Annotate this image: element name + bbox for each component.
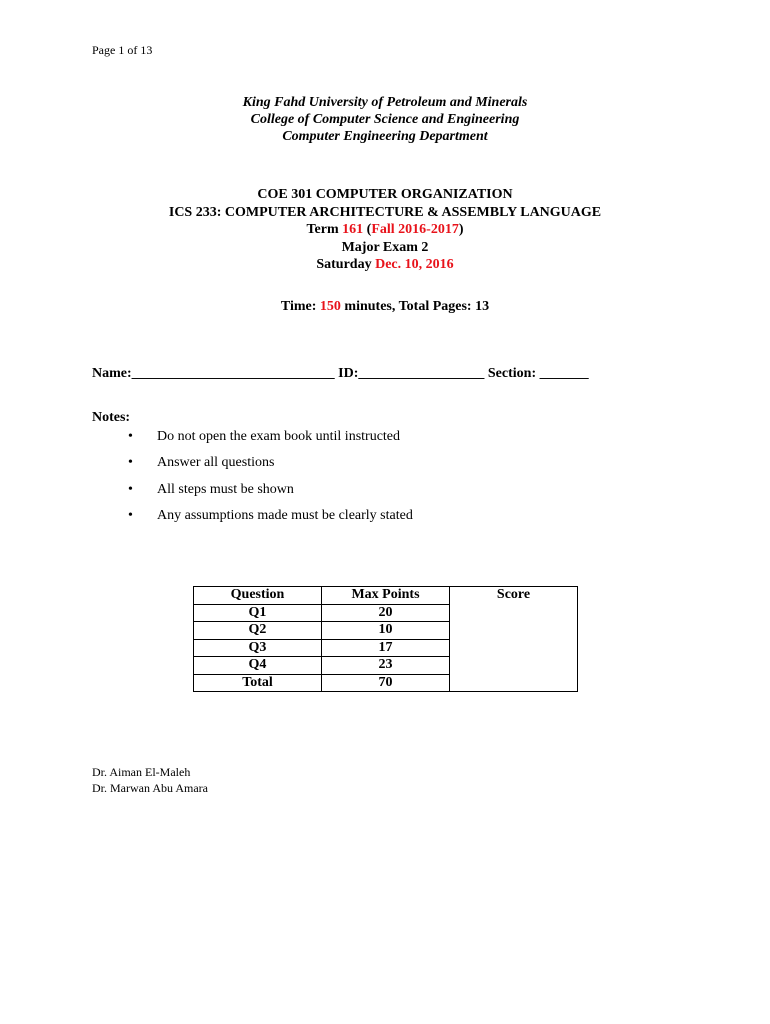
name-label: Name: — [92, 366, 132, 381]
bullet-icon: • — [128, 455, 133, 471]
notes-list — [128, 427, 413, 532]
bullet-icon: • — [128, 507, 133, 523]
time-prefix: Time: — [280, 299, 320, 314]
exam-date-line — [0, 256, 770, 274]
note-text: Any assumptions made must be clearly stated — [157, 507, 413, 523]
college-name: College of Computer Science and Engineering — [250, 112, 520, 127]
note-text: All steps must be shown — [157, 481, 294, 497]
name-field[interactable]: _____________________________ — [131, 366, 335, 381]
max-points-cell: 20 — [322, 604, 450, 622]
course-title-2: ICS 233: COMPUTER ARCHITECTURE & ASSEMBLY LANGUAGE — [168, 204, 602, 220]
time-minutes: 150 — [319, 299, 341, 314]
date-prefix: Saturday — [316, 257, 376, 272]
page-number: Page 1 of 13 — [92, 43, 153, 57]
term-line — [0, 221, 770, 239]
authors — [92, 764, 208, 796]
question-cell: Q1 — [194, 604, 322, 622]
term-close: ) — [458, 222, 464, 237]
id-field[interactable]: __________________ — [358, 366, 485, 381]
course-header — [0, 186, 770, 274]
header-max-points: Max Points — [322, 587, 450, 605]
question-cell: Q2 — [194, 622, 322, 640]
max-points-cell: 10 — [322, 622, 450, 640]
score-table — [193, 586, 578, 692]
exam-date: Dec. 10, 2016 — [375, 257, 454, 272]
time-line — [0, 299, 770, 315]
question-cell: Q3 — [194, 639, 322, 657]
section-label: Section: — [484, 366, 540, 381]
author-name: Dr. Marwan Abu Amara — [92, 781, 208, 795]
bullet-icon: • — [128, 429, 133, 444]
note-text: Do not open the exam book until instructed — [157, 429, 401, 444]
department-name: Computer Engineering Department — [282, 129, 488, 144]
header-score: Score — [450, 587, 578, 692]
author-name: Dr. Aiman El-Maleh — [92, 765, 191, 779]
term-open: ( — [363, 222, 372, 237]
list-item — [128, 453, 413, 479]
term-name: Fall 2016-2017 — [371, 222, 459, 237]
bullet-icon: • — [128, 481, 133, 497]
max-points-cell: 17 — [322, 639, 450, 657]
question-cell: Q4 — [194, 657, 322, 675]
time-suffix: minutes, Total Pages: 13 — [340, 299, 490, 314]
list-item — [128, 506, 413, 532]
header-question: Question — [194, 587, 322, 605]
institution-header — [0, 94, 770, 145]
question-cell: Total — [194, 674, 322, 692]
student-info-line — [92, 366, 589, 382]
id-label: ID: — [334, 366, 359, 381]
max-points-cell: 23 — [322, 657, 450, 675]
list-item — [128, 480, 413, 506]
university-name: King Fahd University of Petroleum and Minerals — [242, 95, 528, 110]
section-field[interactable]: _______ — [539, 366, 589, 381]
table-header-row — [194, 587, 578, 605]
exam-name: Major Exam 2 — [341, 239, 429, 255]
course-title-1: COE 301 COMPUTER ORGANIZATION — [257, 187, 513, 202]
list-item — [128, 427, 413, 453]
term-code: 161 — [342, 222, 364, 237]
note-text: Answer all questions — [157, 455, 275, 471]
notes-title: Notes: — [92, 410, 131, 425]
term-prefix: Term — [306, 222, 343, 237]
max-points-cell: 70 — [322, 674, 450, 692]
